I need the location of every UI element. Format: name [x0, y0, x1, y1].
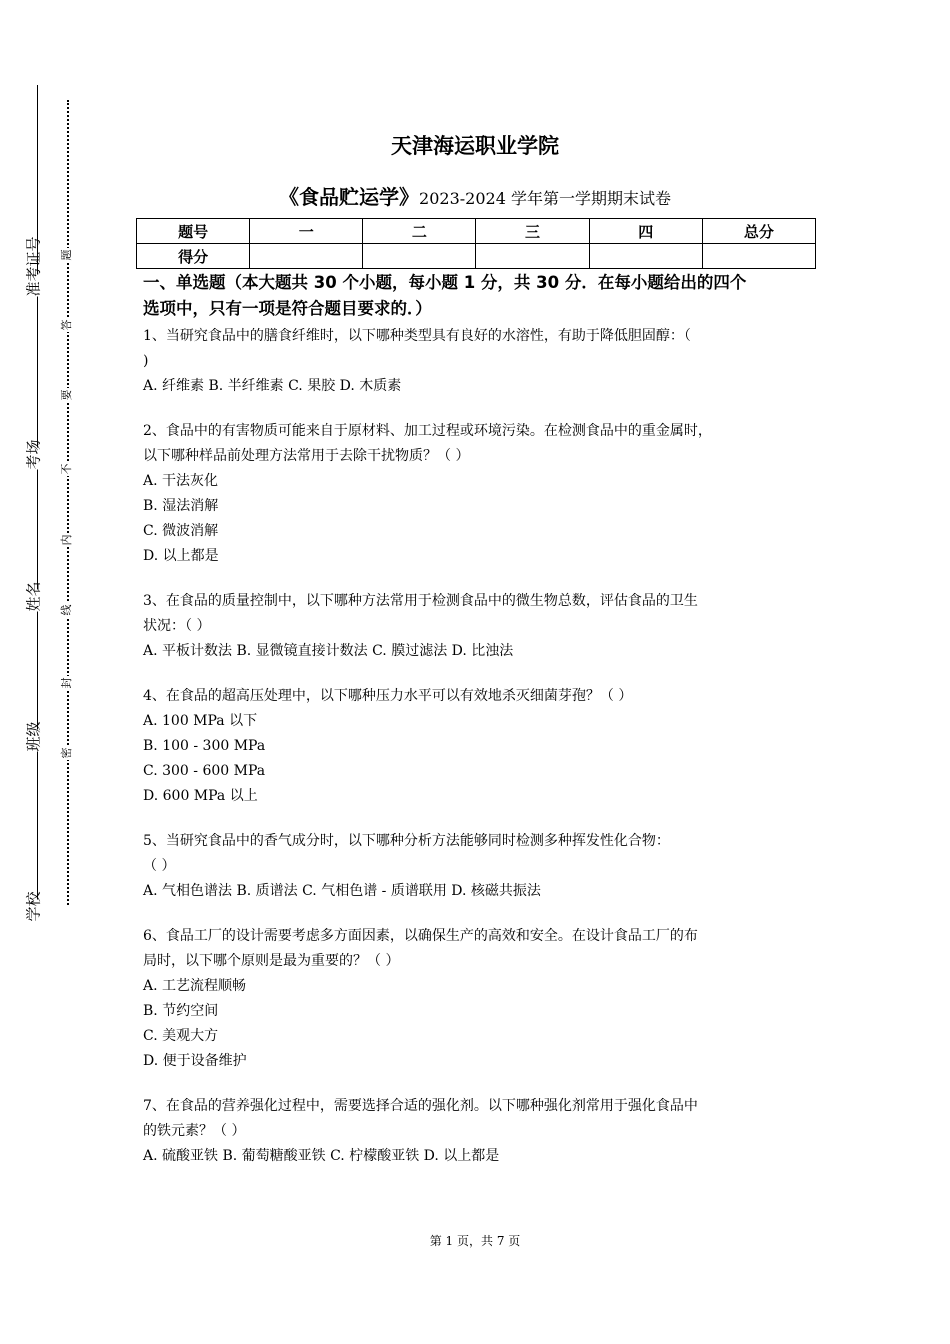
option-d: D. 600 MPa 以上	[143, 788, 258, 804]
margin-label-school: 学校	[24, 891, 43, 922]
question-stem-line: 6、食品工厂的设计需要考虑多方面因素，以确保生产的高效和安全。在设计食品工厂的布	[143, 928, 698, 944]
section-title	[143, 270, 813, 322]
seal-char: 不	[60, 463, 73, 475]
question-stem-line: 7、在食品的营养强化过程中，需要选择合适的强化剂。以下哪种强化剂常用于强化食品中	[143, 1098, 698, 1114]
question-stem-line: 的铁元素？（ ）	[143, 1123, 246, 1139]
question-stem-line: 5、当研究食品中的香气成分时，以下哪种分析方法能够同时检测多种挥发性化合物：	[143, 833, 670, 849]
question-stem-line: 1、当研究食品中的膳食纤维时，以下哪种类型具有良好的水溶性，有助于降低胆固醇：（	[143, 328, 691, 344]
page-footer: 第 1 页，共 7 页	[429, 1234, 521, 1248]
score-cell	[363, 244, 476, 269]
margin-label-name: 姓名	[24, 581, 43, 612]
question-stem-line: 4、在食品的超高压处理中，以下哪种压力水平可以有效地杀灭细菌芽孢？（ ）	[143, 688, 633, 704]
option-a: A. 工艺流程顺畅	[143, 978, 247, 994]
question-stem-line: （ ）	[143, 858, 176, 874]
question-stem-line: 状况：（ ）	[143, 618, 211, 634]
question-stem-line: 以下哪种样品前处理方法常用于去除干扰物质？（ ）	[143, 448, 470, 464]
seal-char: 内	[60, 534, 73, 546]
question-1	[143, 324, 813, 399]
section-title-line: 选项中，只有一项是符合题目要求的．）	[143, 299, 432, 318]
score-cell: 四	[589, 219, 702, 244]
exam-term: 2023-2024 学年第一学期期末试卷	[419, 189, 671, 208]
score-cell: 二	[363, 219, 476, 244]
score-cell	[589, 244, 702, 269]
score-table-header-row	[137, 219, 816, 244]
seal-char: 题	[60, 249, 73, 261]
margin-label-class: 班级	[24, 721, 43, 752]
score-cell	[250, 244, 363, 269]
option-a: A. 100 MPa 以下	[143, 713, 258, 729]
seal-char: 线	[60, 604, 73, 616]
course-name: 《食品贮运学》	[279, 185, 420, 209]
option-c: C. 美观大方	[143, 1028, 219, 1044]
margin-label-exam-number: 准考证号	[24, 236, 43, 297]
score-cell: 题号	[137, 219, 250, 244]
option-d: D. 便于设备维护	[143, 1053, 247, 1069]
question-3	[143, 589, 813, 664]
option-d: D. 以上都是	[143, 548, 219, 564]
seal-dotted-line	[67, 100, 69, 905]
question-6	[143, 924, 813, 1074]
school-name: 天津海运职业学院	[391, 134, 559, 158]
seal-char: 要	[60, 389, 73, 401]
score-cell	[702, 244, 815, 269]
score-table	[136, 218, 816, 269]
exam-title	[0, 181, 950, 210]
seal-char: 密	[60, 747, 73, 759]
seal-char: 答	[60, 319, 73, 331]
exam-content	[143, 270, 813, 1189]
score-cell: 一	[250, 219, 363, 244]
option-b: B. 100 - 300 MPa	[143, 738, 266, 754]
section-title-line: 一、单选题（本大题共 30 个小题，每小题 1 分，共 30 分．在每小题给出的四个	[143, 273, 747, 292]
question-stem-line: 2、食品中的有害物质可能来自于原材料、加工过程或环境污染。在检测食品中的重金属时，	[143, 423, 712, 439]
option-a: A. 干法灰化	[143, 473, 219, 489]
option-b: B. 节约空间	[143, 1003, 219, 1019]
question-5	[143, 829, 813, 904]
question-4	[143, 684, 813, 809]
score-cell: 三	[476, 219, 589, 244]
question-options: A. 气相色谱法 B. 质谱法 C. 气相色谱 - 质谱联用 D. 核磁共振法	[143, 883, 541, 899]
score-cell	[476, 244, 589, 269]
margin-label-exam-room: 考场	[24, 439, 43, 470]
question-stem-line: 3、在食品的质量控制中，以下哪种方法常用于检测食品中的微生物总数，评估食品的卫生	[143, 593, 698, 609]
score-cell: 得分	[137, 244, 250, 269]
option-c: C. 微波消解	[143, 523, 219, 539]
option-c: C. 300 - 600 MPa	[143, 763, 266, 779]
score-cell: 总分	[702, 219, 815, 244]
question-7	[143, 1094, 813, 1169]
question-options: A. 纤维素 B. 半纤维素 C. 果胶 D. 木质素	[143, 378, 402, 394]
question-options: A. 硫酸亚铁 B. 葡萄糖酸亚铁 C. 柠檬酸亚铁 D. 以上都是	[143, 1148, 500, 1164]
score-table-score-row	[137, 244, 816, 269]
seal-char: 封	[60, 677, 73, 689]
option-b: B. 湿法消解	[143, 498, 219, 514]
question-options: A. 平板计数法 B. 显微镜直接计数法 C. 膜过滤法 D. 比浊法	[143, 643, 514, 659]
question-2	[143, 419, 813, 569]
question-stem-line: 局时，以下哪个原则是最为重要的？（ ）	[143, 953, 400, 969]
question-stem-line: )	[143, 353, 149, 369]
